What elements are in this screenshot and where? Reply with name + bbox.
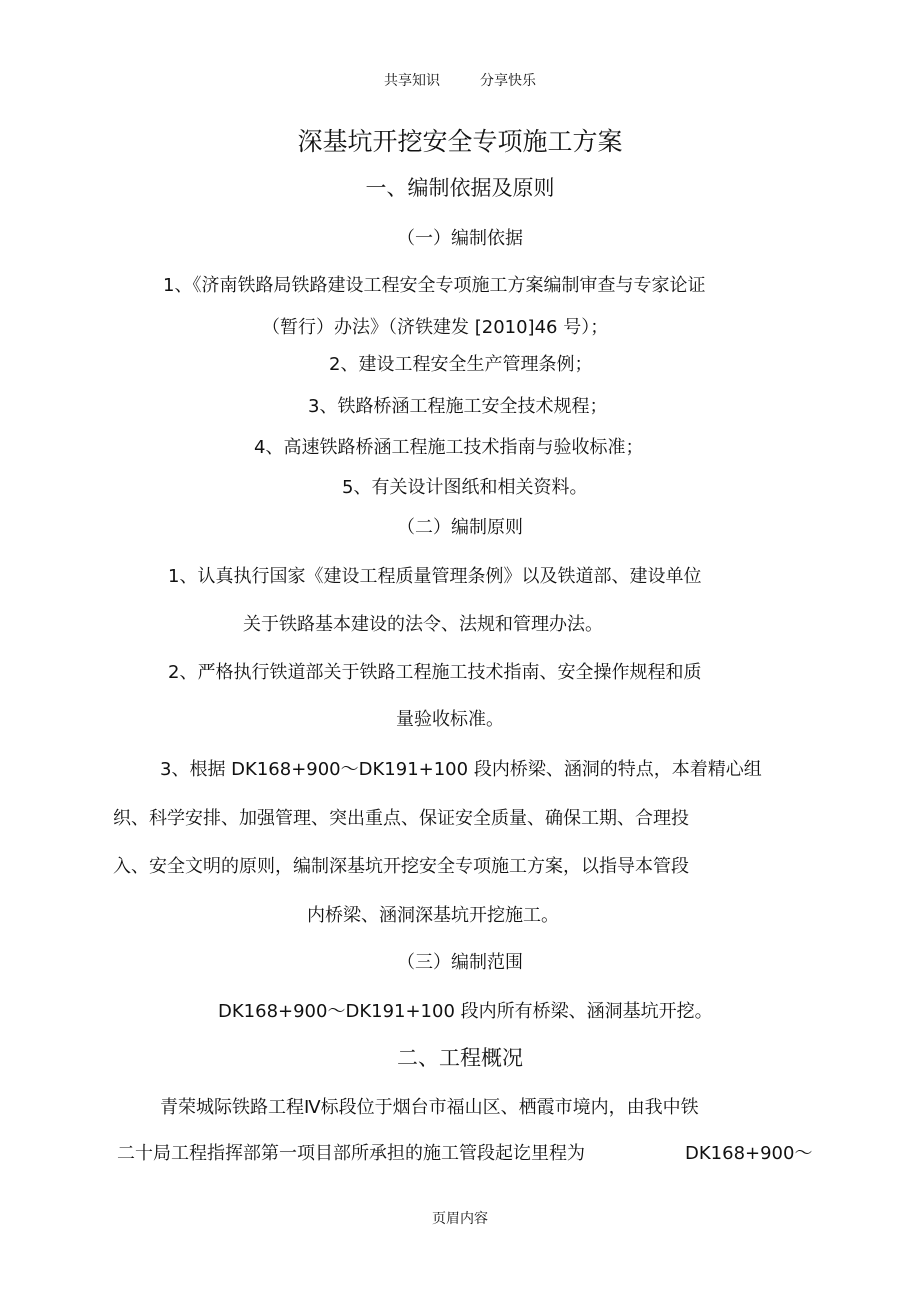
basis-item1-line1: 1、《济南铁路局铁路建设工程安全专项施工方案编制审查与专家论证 xyxy=(163,275,706,296)
overview-line2: 二十局工程指挥部第一项目部所承担的施工管段起讫里程为 xyxy=(117,1143,585,1164)
overview-line1: 青荣城际铁路工程Ⅳ标段位于烟台市福山区、栖霞市境内，由我中铁 xyxy=(160,1097,699,1118)
basis-item1-line2: （暂行）办法》（济铁建发 [2010]46 号）； xyxy=(262,317,609,338)
principle-item2-line1: 2、严格执行铁道部关于铁路工程施工技术指南、安全操作规程和质 xyxy=(168,662,702,683)
principle-item3-line3: 入、安全文明的原则，编制深基坑开挖安全专项施工方案，以指导本管段 xyxy=(113,856,689,877)
section1-heading: 一、编制依据及原则 xyxy=(365,176,555,200)
section1-sub3-heading: （三）编制范围 xyxy=(397,952,523,973)
section1-sub2-heading: （二）编制原则 xyxy=(397,517,523,538)
basis-item4: 4、高速铁路桥涵工程施工技术指南与验收标准； xyxy=(254,437,644,458)
basis-item2: 2、建设工程安全生产管理条例； xyxy=(329,354,593,375)
section2-heading: 二、工程概况 xyxy=(397,1046,523,1070)
principle-item3-line2: 织、科学安排、加强管理、突出重点、保证安全质量、确保工期、合理投 xyxy=(113,808,689,829)
overview-line2-end: DK168+900～ xyxy=(685,1143,813,1164)
basis-item5: 5、有关设计图纸和相关资料。 xyxy=(342,477,588,498)
principle-item2-line2: 量验收标准。 xyxy=(396,709,504,730)
page-footer: 页眉内容 xyxy=(432,1211,488,1227)
page-header xyxy=(0,70,920,90)
principle-item1-line2: 关于铁路基本建设的法令、法规和管理办法。 xyxy=(243,614,603,635)
header-right-text: 分享快乐 xyxy=(480,73,536,89)
section1-sub1-heading: （一）编制依据 xyxy=(397,228,523,249)
principle-item3-line4: 内桥梁、涵洞深基坑开挖施工。 xyxy=(307,905,559,926)
basis-item3: 3、铁路桥涵工程施工安全技术规程； xyxy=(308,396,608,417)
scope-text: DK168+900～DK191+100 段内所有桥梁、涵洞基坑开挖。 xyxy=(218,1001,713,1022)
principle-item3-line1: 3、根据 DK168+900～DK191+100 段内桥梁、涵洞的特点，本着精心组 xyxy=(160,759,762,780)
header-left-text: 共享知识 xyxy=(384,73,440,89)
document-title: 深基坑开挖安全专项施工方案 xyxy=(297,127,623,156)
principle-item1-line1: 1、认真执行国家《建设工程质量管理条例》以及铁道部、建设单位 xyxy=(168,566,702,587)
